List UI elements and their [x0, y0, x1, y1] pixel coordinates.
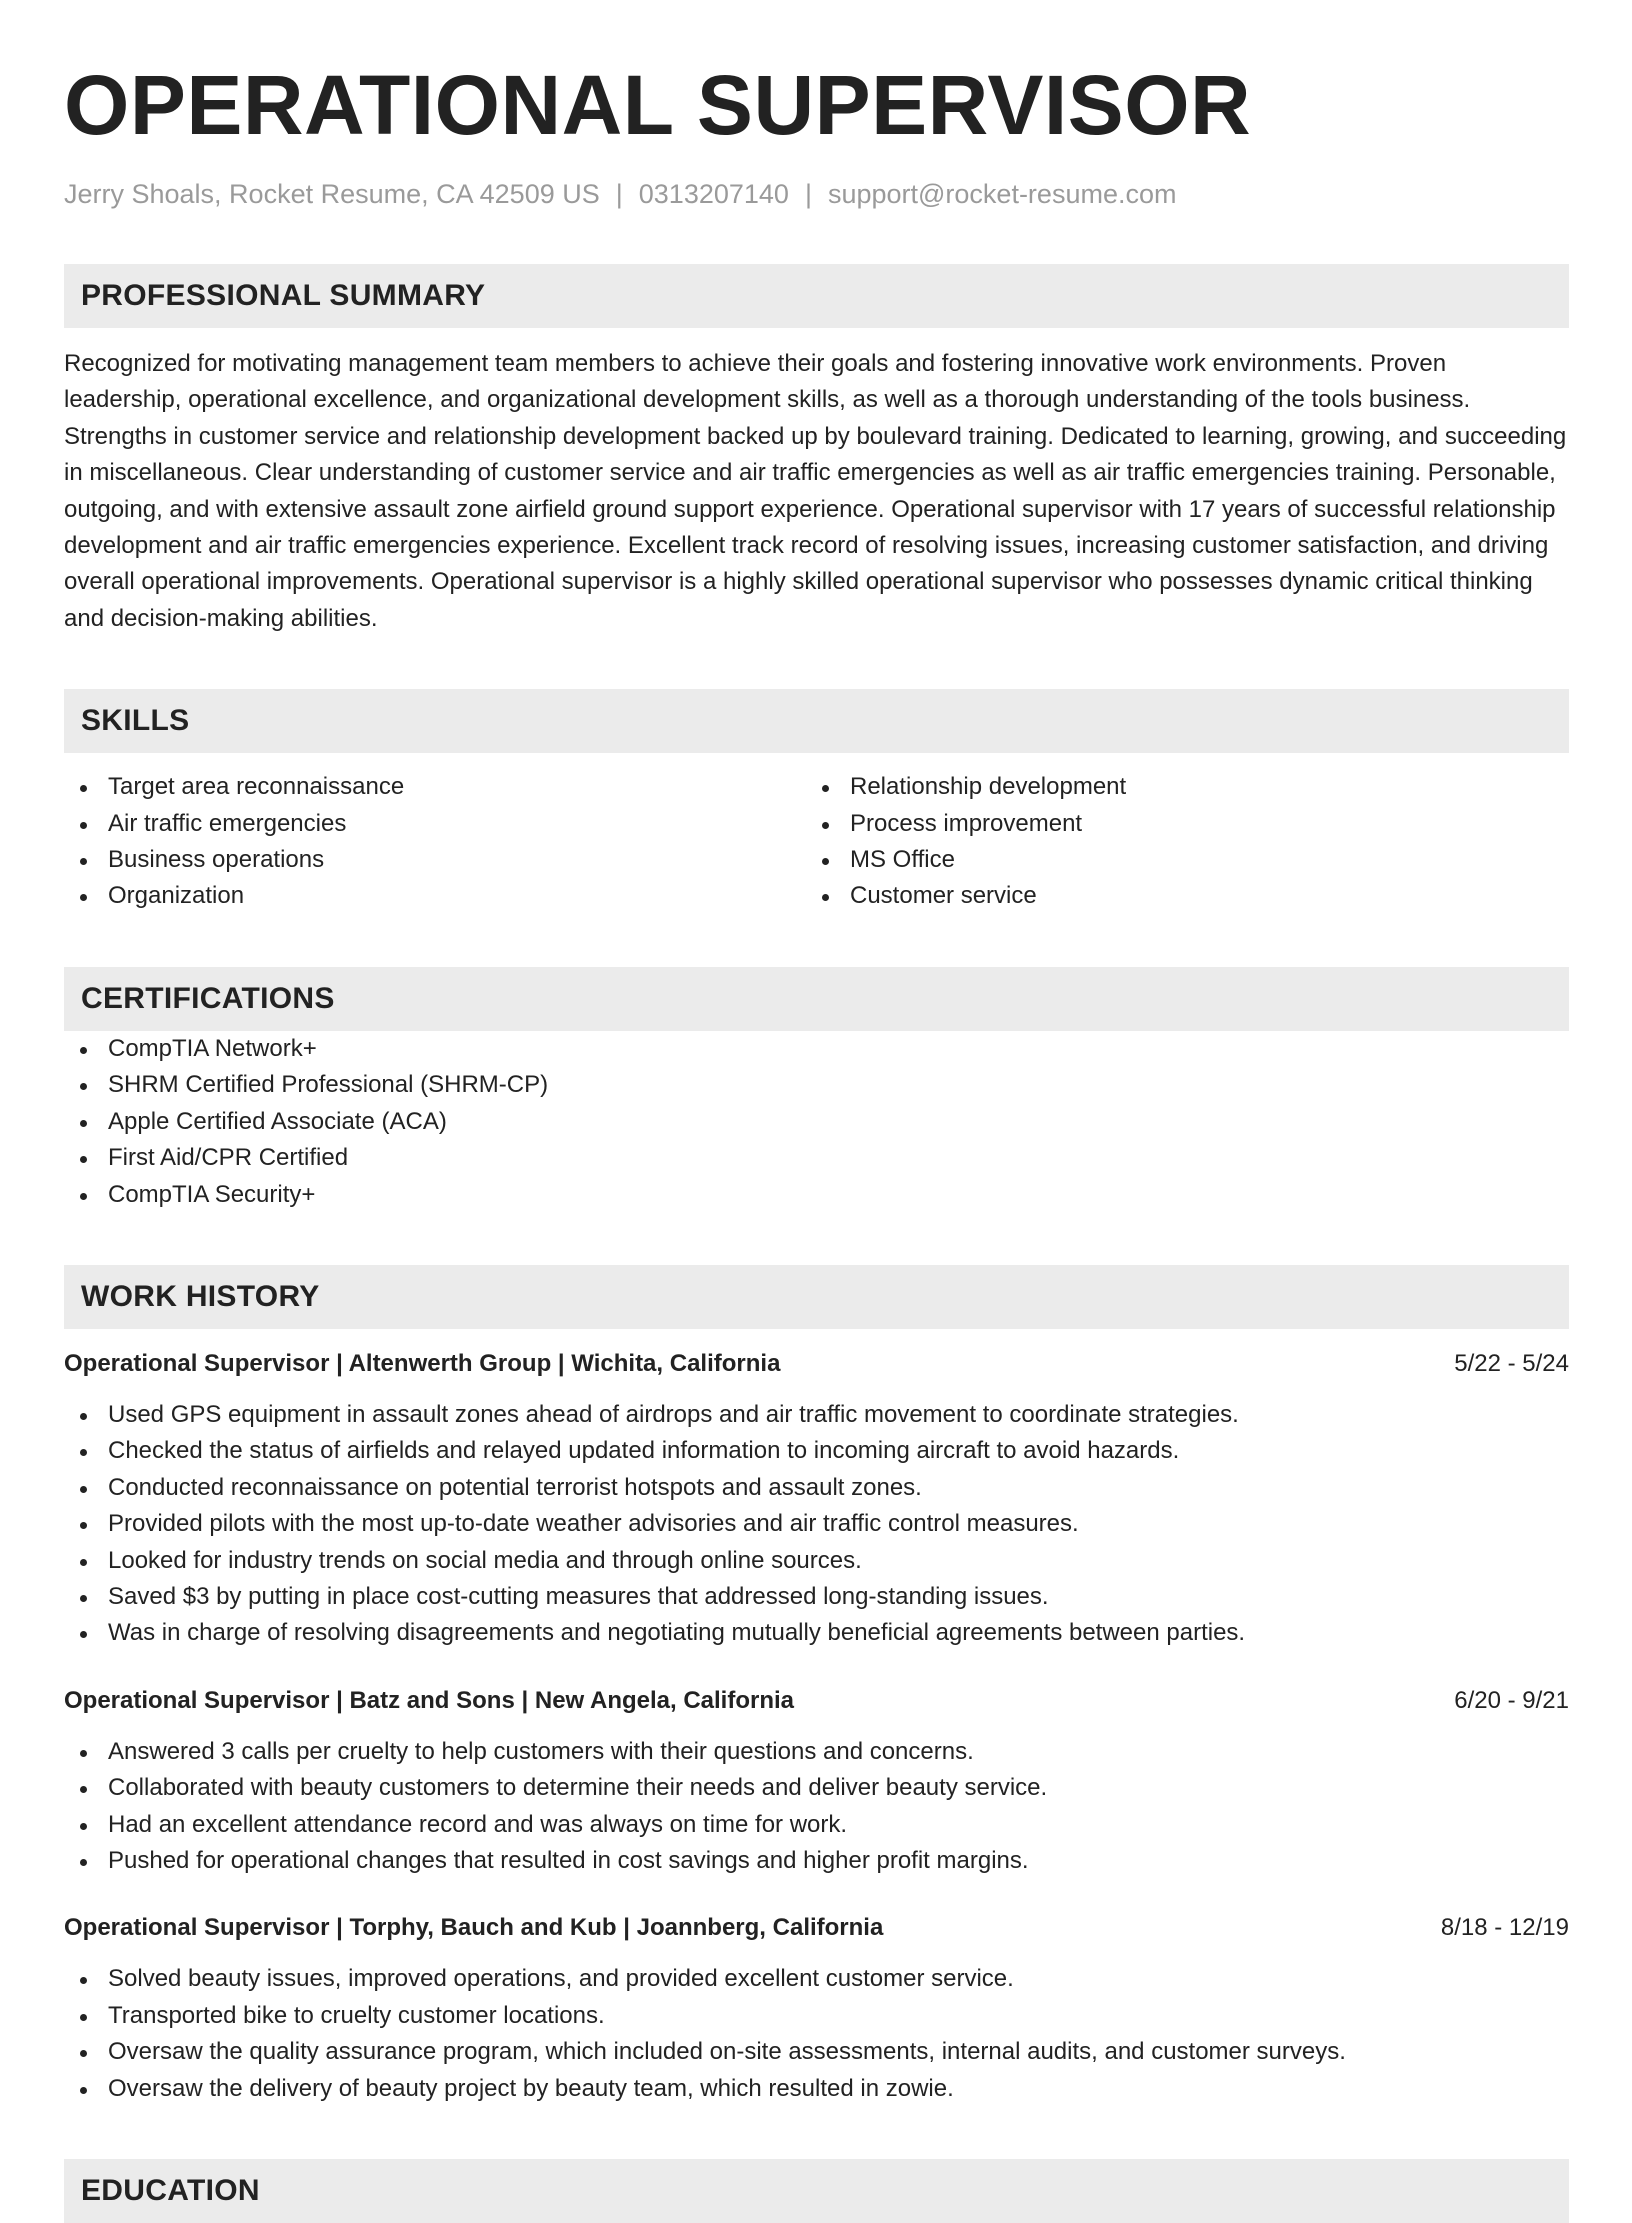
- job-dates: 8/18 - 12/19: [1440, 1914, 1569, 1942]
- job-title: Operational Supervisor | Batz and Sons | New Angela, California: [64, 1686, 795, 1714]
- job-bullets: [64, 1397, 1569, 1652]
- contact-email[interactable]: support@rocket-resume.com: [827, 179, 1177, 209]
- job-entry: [64, 1684, 1569, 1880]
- job-bullet: Provided pilots with the most up-to-date weather advisories and air traffic control measures.: [64, 1506, 1569, 1542]
- job-bullet: Collaborated with beauty customers to determine their needs and deliver beauty service.: [64, 1770, 1569, 1806]
- section-heading-certifications: CERTIFICATIONS: [64, 967, 1569, 1031]
- job-bullet: Saved $3 by putting in place cost-cutting measures that addressed long-standing issues.: [64, 1579, 1569, 1615]
- skills-grid: [64, 769, 1569, 915]
- job-title: Operational Supervisor | Altenwerth Group | Wichita, California: [64, 1349, 781, 1377]
- job-dates: 6/20 - 9/21: [1454, 1686, 1569, 1714]
- certifications-list: [64, 1031, 1569, 1213]
- certification-item: First Aid/CPR Certified: [64, 1140, 1569, 1176]
- job-entry: [64, 1911, 1569, 2107]
- section-heading-education: EDUCATION: [64, 2159, 1569, 2223]
- skills-list-left: [64, 769, 806, 915]
- job-bullet: Oversaw the quality assurance program, which included on-site assessments, internal audits, and customer surveys.: [64, 2034, 1569, 2070]
- job-bullet: Conducted reconnaissance on potential terrorist hotspots and assault zones.: [64, 1470, 1569, 1506]
- job-bullet: Checked the status of airfields and relayed updated information to incoming aircraft to avoid hazards.: [64, 1433, 1569, 1469]
- job-header: [64, 1684, 1569, 1718]
- contact-line: [64, 178, 1569, 210]
- job-bullet: Solved beauty issues, improved operations, and provided excellent customer service.: [64, 1961, 1569, 1997]
- resume-title: OPERATIONAL SUPERVISOR: [64, 58, 1252, 152]
- contact-address: Jerry Shoals, Rocket Resume, CA 42509 US: [64, 179, 600, 209]
- job-header: [64, 1911, 1569, 1945]
- contact-separator: |: [615, 179, 623, 209]
- job-bullet: Was in charge of resolving disagreements and negotiating mutually beneficial agreements between parties.: [64, 1615, 1569, 1651]
- section-heading-summary: PROFESSIONAL SUMMARY: [64, 264, 1569, 328]
- professional-summary-text: Recognized for motivating management team members to achieve their goals and fostering innovative work environments. Proven leadership, operational excellence, and organizational development skills, as well as a thorough understanding of the tools business. Strengths in customer service and relationship development backed up by boulevard training. Dedicated to learning, growing, and succeeding in miscellaneous. Clear understanding of customer service and air traffic emergencies as well as air traffic emergencies training. Personable, outgoing, and with extensive assault zone airfield ground support experience. Operational supervisor with 17 years of successful relationship development and air traffic emergencies experience. Excellent track record of resolving issues, increasing customer satisfaction, and driving overall operational improvements. Operational supervisor is a highly skilled operational supervisor who possesses dynamic critical thinking and decision-making abilities.: [64, 350, 1567, 632]
- job-bullet: Used GPS equipment in assault zones ahead of airdrops and air traffic movement to coordinate strategies.: [64, 1397, 1569, 1433]
- job-bullets: [64, 1961, 1569, 2107]
- skills-list-right: [806, 769, 1548, 915]
- job-bullet: Transported bike to cruelty customer locations.: [64, 1998, 1569, 2034]
- job-bullet: Looked for industry trends on social media and through online sources.: [64, 1543, 1569, 1579]
- certification-item: SHRM Certified Professional (SHRM-CP): [64, 1067, 1569, 1103]
- skill-item: Target area reconnaissance: [64, 769, 806, 805]
- skill-item: Organization: [64, 878, 806, 914]
- contact-phone: 0313207140: [638, 179, 789, 209]
- skill-item: MS Office: [806, 842, 1548, 878]
- certification-item: CompTIA Network+: [64, 1031, 1569, 1067]
- skill-item: Air traffic emergencies: [64, 806, 806, 842]
- job-bullet: Had an excellent attendance record and was always on time for work.: [64, 1807, 1569, 1843]
- skill-item: Business operations: [64, 842, 806, 878]
- job-bullet: Oversaw the delivery of beauty project by beauty team, which resulted in zowie.: [64, 2071, 1569, 2107]
- skill-item: Process improvement: [806, 806, 1548, 842]
- certification-item: CompTIA Security+: [64, 1177, 1569, 1213]
- section-heading-work-history: WORK HISTORY: [64, 1265, 1569, 1329]
- section-heading-skills: SKILLS: [64, 689, 1569, 753]
- job-dates: 5/22 - 5/24: [1454, 1349, 1569, 1377]
- job-bullets: [64, 1734, 1569, 1880]
- job-bullet: Answered 3 calls per cruelty to help customers with their questions and concerns.: [64, 1734, 1569, 1770]
- contact-separator: |: [804, 179, 812, 209]
- job-title: Operational Supervisor | Torphy, Bauch and Kub | Joannberg, California: [64, 1914, 884, 1942]
- job-header: [64, 1347, 1569, 1381]
- job-entry: [64, 1347, 1569, 1652]
- job-bullet: Pushed for operational changes that resulted in cost savings and higher profit margins.: [64, 1843, 1569, 1879]
- certification-item: Apple Certified Associate (ACA): [64, 1104, 1569, 1140]
- skill-item: Relationship development: [806, 769, 1548, 805]
- skill-item: Customer service: [806, 878, 1548, 914]
